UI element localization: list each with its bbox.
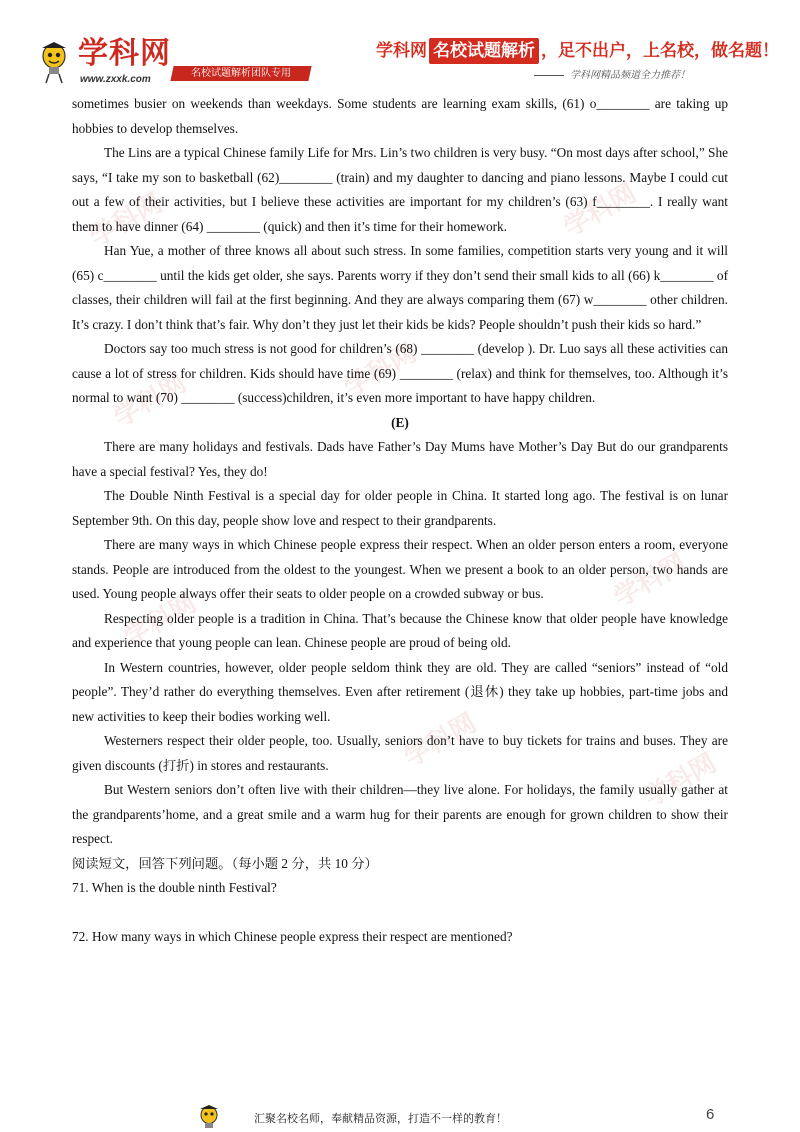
team-badge: 名校试题解析团队专用 xyxy=(170,66,311,81)
paragraph: Respecting older people is a tradition in China. That’s because the Chinese know that older people have knowledge and experience that young people can lean. Chinese people are proud of being old. xyxy=(72,610,728,650)
paragraph: There are many ways in which Chinese people express their respect. When an older person enters a room, everyone stands. People are introduced from the oldest to the youngest. When we present a book to an older person, two hands are used. Young people always offer their seats to older people on a crowded subway or bus. xyxy=(72,537,728,601)
paragraph: The Lins are a typical Chinese family Life for Mrs. Lin’s two children is very busy. “On most days after school,” She says, “I take my son to basketball (62)________ (train) and my daughter to dancing and piano lessons. Maybe I could cut out a few of their activities, but I believe these activities are important for my children’s (63) f________. I really want them to have dinner (64) ________ (quick) and then it’s time for their homework. xyxy=(72,145,728,234)
slogan-boxed: 名校试题解析 xyxy=(429,38,539,64)
watermark: 学科网 xyxy=(398,708,482,774)
paragraph: The Double Ninth Festival is a special day for older people in China. It started long ago. The festival is on lunar September 9th. On this day, people show love and respect to their grandparents. xyxy=(72,488,728,528)
bulb-mascot-icon xyxy=(196,1104,222,1132)
paragraph: sometimes busier on weekends than weekdays. Some students are learning exam skills, (61) o________ are taking up hobbies to develop themselves. xyxy=(72,96,728,136)
bulb-mascot-icon xyxy=(36,40,72,84)
watermark: 学科网 xyxy=(118,588,202,654)
logo-url: www.zxxk.com xyxy=(80,74,151,85)
header-slogan xyxy=(376,38,779,64)
document-body xyxy=(72,92,728,950)
watermark: 学科网 xyxy=(608,548,692,614)
section-heading: (E) xyxy=(391,414,409,430)
paragraph: Doctors say too much stress is not good for children’s (68) ________ (develop ). Dr. Luo says all these activities can cause a lot of stress for children. Kids should have time (69) ________ (relax) and think for themselves, too. Although it’s normal to want (70) ________ (success)children, it’s even more important to have happy children. xyxy=(72,341,728,405)
question-71: 71. When is the double ninth Festival? xyxy=(72,880,277,895)
page-header xyxy=(0,0,800,92)
recommend-line: 学科网精品频道全力推荐！ xyxy=(534,66,754,82)
watermark: 学科网 xyxy=(558,178,642,244)
paragraph: Westerners respect their older people, too. Usually, seniors don’t have to buy tickets for trains and buses. They are given discounts (打折) in stores and restaurants. xyxy=(72,733,728,773)
page-number: 6 xyxy=(706,1106,715,1123)
watermark: 学科网 xyxy=(84,188,168,254)
paragraph: There are many holidays and festivals. Dads have Father’s Day Mums have Mother’s Day But do our grandparents have a special festival? Yes, they do! xyxy=(72,439,728,479)
instructions: 阅读短文，回答下列问题。（每小题 2 分，共 10 分） xyxy=(72,855,378,871)
answer-space xyxy=(72,901,728,926)
footer-slogan: 汇聚名校名师，奉献精品资源，打造不一样的教育！ xyxy=(254,1112,507,1125)
page-footer xyxy=(0,1098,800,1132)
slogan-suffix: ，足不出户，上名校，做名题！ xyxy=(541,41,779,61)
logo-wordmark: 学科网 xyxy=(78,36,171,71)
watermark: 学科网 xyxy=(108,368,192,434)
question-72: 72. How many ways in which Chinese people express their respect are mentioned? xyxy=(72,929,513,944)
paragraph: Han Yue, a mother of three knows all about such stress. In some families, competition starts very young and it will (65) c________ until the kids get older, she says. Parents worry if they don’t send their small kids to all (66) k________ of classes, their children will fail at the first beginning. And they are always comparing them (67) w________ other children. It’s crazy. I don’t think that’s fair. Why don’t they just let their kids be kids? People shouldn’t push their kids so hard.” xyxy=(72,243,728,332)
watermark: 学科网 xyxy=(338,338,422,404)
watermark: 学科网 xyxy=(638,748,722,814)
slogan-prefix: 学科网 xyxy=(376,41,427,61)
divider-line xyxy=(534,75,564,76)
paragraph: But Western seniors don’t often live with their children—they live alone. For holidays, the family usually gather at the grandparents’home, and a great smile and a warm hug for their parents are enough for grown children to show their respect. xyxy=(72,782,728,846)
paragraph: In Western countries, however, older people seldom think they are old. They are called “seniors” instead of “old people”. They’d rather do everything themselves. Even after retirement (退休) they take up hobbies, part-time jobs and new activities to keep their bodies working well. xyxy=(72,659,728,724)
